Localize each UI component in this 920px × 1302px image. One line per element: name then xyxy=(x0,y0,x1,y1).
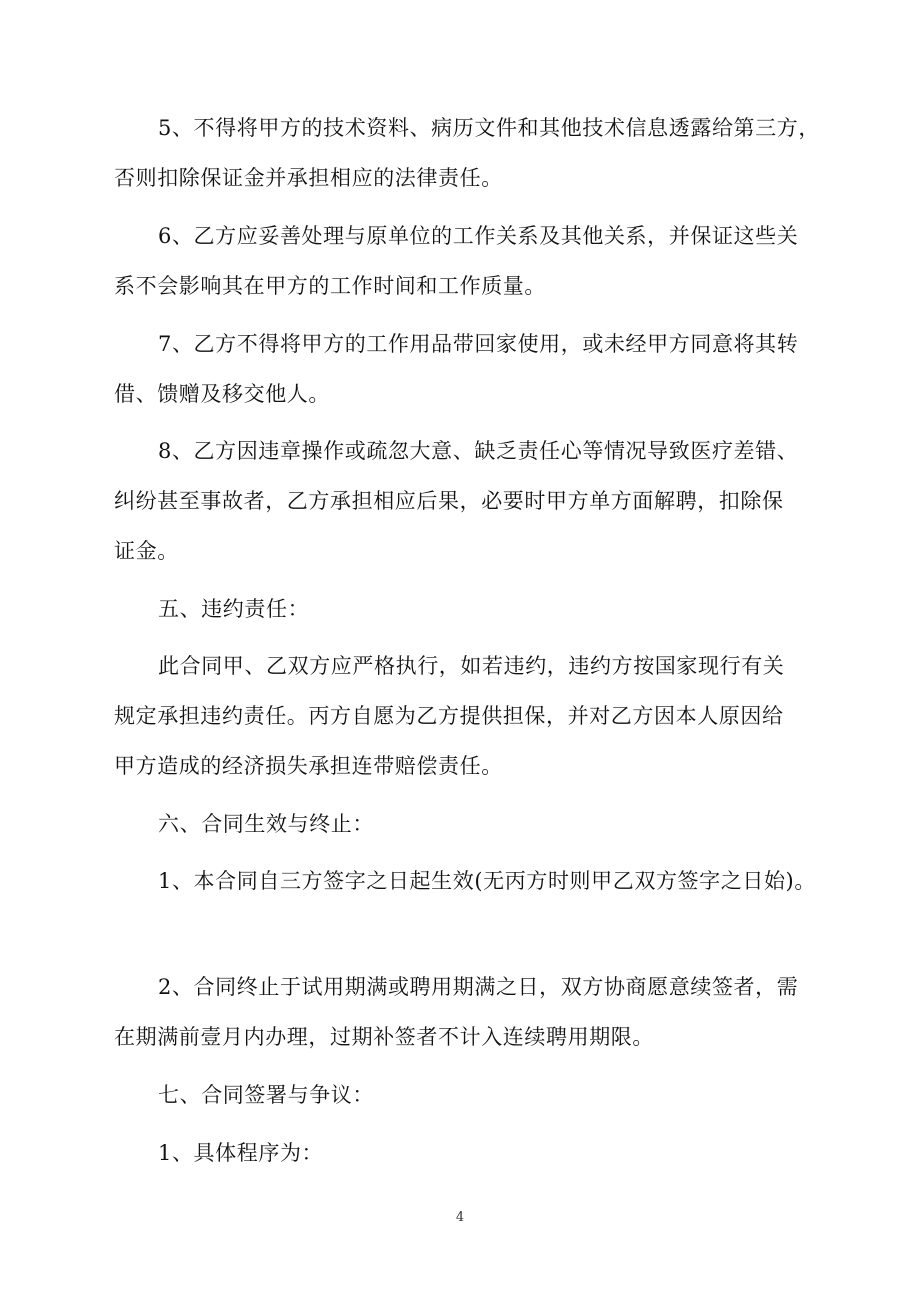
item8-line1: 8、乙方因违章操作或疏忽大意、缺乏责任心等情况导致医疗差错、 xyxy=(158,439,799,463)
item7-line2: 借、馈赠及移交他人。 xyxy=(114,382,330,406)
section6-item2-line2: 在期满前壹月内办理，过期补签者不计入连续聘用期限。 xyxy=(114,1025,654,1049)
item8-line3: 证金。 xyxy=(114,539,179,563)
section6-item2-line1: 2、合同终止于试用期满或聘用期满之日，双方协商愿意续签者，需 xyxy=(158,975,799,999)
item5-line2: 否则扣除保证金并承担相应的法律责任。 xyxy=(114,166,503,190)
item6-line2: 系不会影响其在甲方的工作时间和工作质量。 xyxy=(114,274,546,298)
section6-heading: 六、合同生效与终止： xyxy=(158,812,374,836)
section6-item1: 1、本合同自三方签字之日起生效(无丙方时则甲乙双方签字之日始)。 xyxy=(158,869,816,893)
section7-item1: 1、具体程序为： xyxy=(158,1141,324,1165)
item7-line1: 7、乙方不得将甲方的工作用品带回家使用，或未经甲方同意将其转 xyxy=(158,332,799,356)
section5-line2: 规定承担违约责任。丙方自愿为乙方提供担保，并对乙方因本人原因给 xyxy=(114,704,784,728)
section5-heading: 五、违约责任： xyxy=(158,597,310,621)
page-number: 4 xyxy=(455,1210,465,1225)
section5-line3: 甲方造成的经济损失承担连带赔偿责任。 xyxy=(114,754,503,778)
item8-line2: 纠纷甚至事故者，乙方承担相应后果，必要时甲方单方面解聘，扣除保 xyxy=(114,489,784,513)
item5-line1: 5、不得将甲方的技术资料、病历文件和其他技术信息透露给第三方， xyxy=(158,116,820,140)
item6-line1: 6、乙方应妥善处理与原单位的工作关系及其他关系，并保证这些关 xyxy=(158,224,799,248)
section7-heading: 七、合同签署与争议： xyxy=(158,1083,374,1107)
section5-line1: 此合同甲、乙双方应严格执行，如若违约，违约方按国家现行有关 xyxy=(158,654,785,678)
